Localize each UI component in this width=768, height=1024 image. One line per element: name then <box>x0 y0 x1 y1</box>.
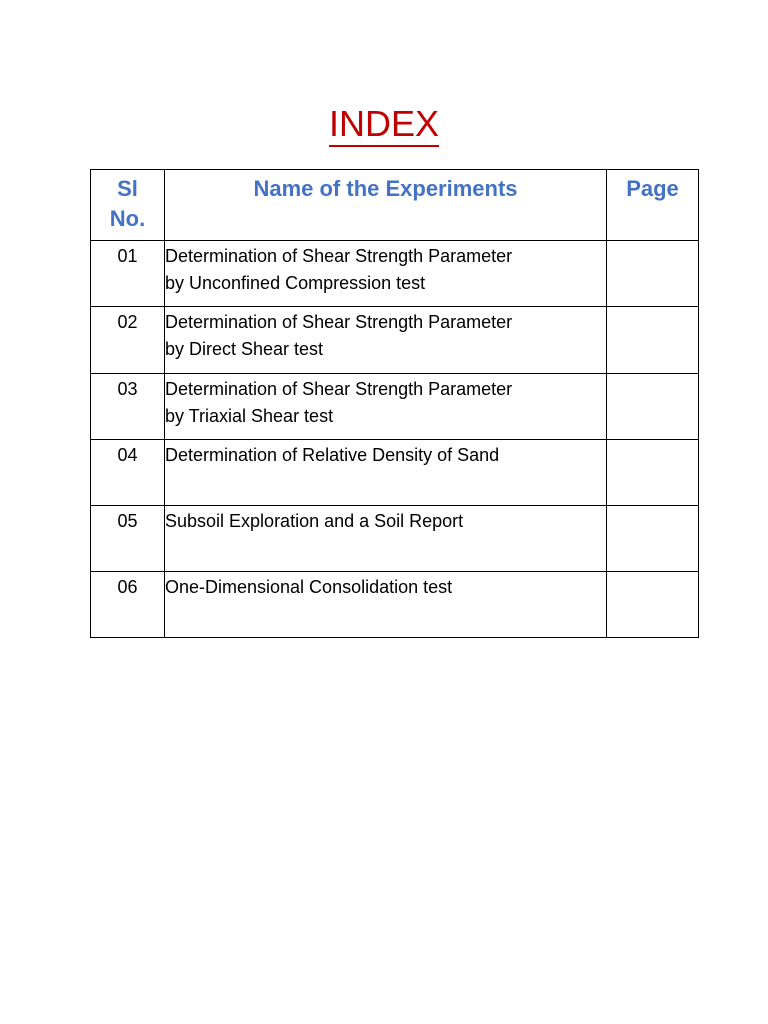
sl-cell: 01 <box>91 241 165 307</box>
experiment-name-line: by Unconfined Compression test <box>165 273 426 293</box>
table-row <box>91 241 699 307</box>
experiment-name-line: by Triaxial Shear test <box>165 406 334 426</box>
table-header-row <box>91 170 699 241</box>
experiment-name-line: Subsoil Exploration and a Soil Report <box>165 511 464 531</box>
column-header-sl-line-1: Sl <box>117 176 138 201</box>
experiment-name-line: by Direct Shear test <box>165 339 324 359</box>
page-cell <box>607 440 699 506</box>
page-cell <box>607 241 699 307</box>
page-cell <box>607 307 699 374</box>
experiment-name-cell <box>165 241 607 307</box>
table-row <box>91 506 699 572</box>
sl-cell: 03 <box>91 374 165 440</box>
column-header-page: Page <box>607 170 699 241</box>
sl-cell: 02 <box>91 307 165 374</box>
table-row <box>91 440 699 506</box>
experiment-name-line: Determination of Shear Strength Parameter <box>165 312 513 332</box>
table-row <box>91 307 699 374</box>
column-header-name: Name of the Experiments <box>165 170 607 241</box>
sl-cell: 04 <box>91 440 165 506</box>
experiment-name-cell <box>165 572 607 638</box>
experiment-name-line: Determination of Shear Strength Parameter <box>165 246 513 266</box>
experiment-name-line: Determination of Shear Strength Parameter <box>165 379 513 399</box>
sl-cell: 06 <box>91 572 165 638</box>
experiment-name-cell <box>165 374 607 440</box>
experiment-name-line: One-Dimensional Consolidation test <box>165 577 453 597</box>
page-cell <box>607 374 699 440</box>
index-table <box>90 169 699 638</box>
page-title-text: INDEX <box>329 103 439 147</box>
experiment-name-line: Determination of Relative Density of Sand <box>165 445 500 465</box>
page-cell <box>607 572 699 638</box>
table-row <box>91 572 699 638</box>
page-title <box>0 100 768 148</box>
experiment-name-cell <box>165 307 607 374</box>
column-header-sl <box>91 170 165 241</box>
sl-cell: 05 <box>91 506 165 572</box>
table-row <box>91 374 699 440</box>
experiment-name-cell <box>165 440 607 506</box>
column-header-sl-line-2: No. <box>109 206 146 231</box>
experiment-name-cell <box>165 506 607 572</box>
page-cell <box>607 506 699 572</box>
